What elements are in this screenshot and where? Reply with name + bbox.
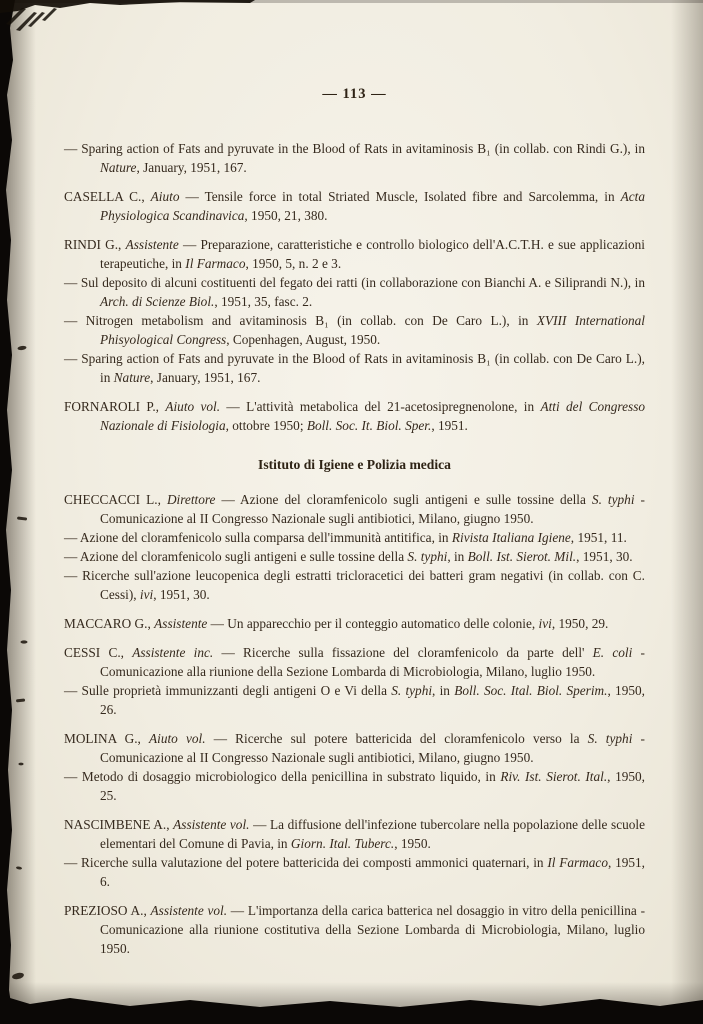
- italic-text: S. typhi: [391, 683, 433, 699]
- italic-text: Rivista Italiana Igiene: [451, 530, 571, 546]
- left-binding-edge: [0, 0, 15, 1024]
- entries: [64, 139, 645, 958]
- entry: [64, 767, 645, 805]
- left-edge-shadow: [0, 0, 36, 1024]
- entry: [64, 311, 645, 349]
- entry: [64, 273, 645, 311]
- text: RINDI G.,: [64, 236, 126, 252]
- entry-group: [64, 397, 645, 435]
- italic-text: Boll. Ist. Sierot. Mil.: [467, 549, 577, 565]
- italic-text: Boll. Soc. It. Biol. Sper.: [306, 417, 432, 433]
- text: — Ricerche sulla valutazione del potere battericida dei composti ammonici quaternari, in: [64, 855, 548, 871]
- text: — Ricerche sul potere battericida del cloramfenicolo verso la: [205, 731, 588, 747]
- italic-text: Nature: [113, 369, 151, 385]
- text: — Nitrogen metabolism and avitaminosis B₁ (in collab. con De Caro L.), in: [64, 312, 537, 328]
- entry-group: [64, 815, 645, 891]
- italic-text: S. typhi: [407, 549, 448, 565]
- entry: [64, 729, 645, 767]
- text: - Comunicazione alla riunione della Sezione Lombarda di Microbiologia, Milano, luglio 1950.: [100, 645, 645, 680]
- italic-text: Aiuto vol.: [165, 398, 221, 414]
- text: — Tensile force in total Striated Muscle, Isolated fibre and Sarcolemma, in: [179, 188, 621, 204]
- italic-text: Assistente: [125, 236, 179, 252]
- text: — Azione del cloramfenicolo sugli antigeni e sulle tossine della: [64, 549, 408, 565]
- italic-text: Atti del Congresso Nazionale di Fisiologia: [100, 398, 646, 433]
- text: , 1950.: [394, 836, 431, 852]
- text: CHECCACCI L.,: [64, 492, 167, 508]
- text: — La diffusione dell'infezione tubercolare nella popolazione delle scuole elementari del Comune di Pavia, in: [100, 817, 645, 852]
- text: NASCIMBENE A.,: [64, 817, 174, 833]
- entry: [64, 528, 645, 547]
- italic-text: ivi: [139, 587, 154, 603]
- entry: [64, 901, 645, 958]
- text: , 1950, 5, n. 2 e 3.: [245, 255, 342, 271]
- entry: [64, 397, 645, 435]
- bottom-edge-shadow: [0, 982, 703, 1024]
- top-left-hatch-marks: [6, 8, 57, 31]
- italic-text: Aiuto vol.: [149, 731, 206, 747]
- entry-group: [64, 643, 645, 719]
- text: — L'importanza della carica batterica nel dosaggio in vitro della penicillina - Comunicazione alla riunione costitutiva della Sezione Lombarda di Microbiologia, Milano, luglio 1950.: [100, 903, 646, 957]
- italic-text: Nature: [100, 159, 137, 175]
- italic-text: Assistente: [154, 616, 208, 632]
- text: , 1950, 29.: [551, 616, 609, 632]
- italic-text: Aiuto: [150, 188, 180, 204]
- italic-text: Assistente vol.: [150, 903, 228, 919]
- text: , 1951.: [431, 417, 468, 433]
- text: — Sparing action of Fats and pyruvate in the Blood of Rats in avitaminosis B₁ (in collab. con De Caro L.), in: [64, 350, 645, 385]
- italic-text: XVIII International Phisyological Congress: [100, 312, 645, 347]
- text: MACCARO G.,: [64, 616, 155, 632]
- entry-group: [64, 235, 645, 387]
- entry: [64, 235, 645, 273]
- italic-text: S. typhi: [587, 731, 633, 747]
- entry: [64, 681, 645, 719]
- text: MOLINA G.,: [64, 731, 150, 747]
- italic-text: Il Farmaco: [185, 255, 246, 271]
- text: - Comunicazione al II Congresso Nazionale sugli antibiotici, Milano, giugno 1950.: [100, 731, 645, 766]
- entry: [64, 349, 645, 387]
- italic-text: Assistente inc.: [132, 645, 214, 661]
- text: , 1951, 35, fasc. 2.: [214, 293, 313, 309]
- text: CESSI C.,: [64, 645, 133, 661]
- text: , in: [447, 549, 468, 565]
- italic-text: Riv. Ist. Sierot. Ital.: [500, 769, 608, 785]
- entry-group: [64, 490, 645, 604]
- entry: [64, 490, 645, 528]
- text: — L'attività metabolica del 21-acetosipregnenolone, in: [220, 398, 541, 414]
- entry-group: [64, 614, 645, 633]
- italic-text: Assistente vol.: [173, 817, 250, 833]
- italic-text: Direttore: [166, 492, 216, 508]
- text: PREZIOSO A.,: [64, 903, 151, 919]
- entry: [64, 614, 645, 633]
- bottom-torn-edge: [0, 995, 703, 1024]
- text: - Comunicazione al II Congresso Nazionale sugli antibiotici, Milano, giugno 1950.: [100, 492, 645, 527]
- entry: [64, 853, 645, 891]
- text: , 1950, 26.: [100, 683, 645, 718]
- text: — Sparing action of Fats and pyruvate in the Blood of Rats in avitaminosis B₁ (in collab. con Rindi G.), in: [64, 140, 645, 156]
- text: — Ricerche sulla fissazione del cloramfenicolo da parte dell': [213, 645, 593, 661]
- text: — Un apparecchio per il conteggio automatico delle colonie,: [207, 616, 539, 632]
- text: , 1951, 6.: [100, 855, 645, 890]
- entry: [64, 187, 645, 225]
- page-number: — 113 —: [322, 86, 387, 102]
- italic-text: Acta Physiologica Scandinavica: [100, 188, 645, 223]
- text: , in: [432, 683, 455, 699]
- entry-group: [64, 729, 645, 805]
- text: , January, 1951, 167.: [150, 369, 261, 385]
- text: , 1951, 30.: [153, 587, 210, 603]
- text: — Azione del cloramfenicolo sulla comparsa dell'immunità antitifica, in: [64, 530, 452, 546]
- text: , 1950, 25.: [100, 769, 645, 804]
- italic-text: Arch. di Scienze Biol.: [100, 293, 215, 309]
- text: — Ricerche sull'azione leucopenica degli estratti tricloracetici dei batteri gram negativi (in collab. con C. Cessi),: [64, 568, 645, 603]
- text: , January, 1951, 167.: [136, 159, 247, 175]
- entry-group: [64, 187, 645, 225]
- entry: [64, 643, 645, 681]
- text: CASELLA C.,: [64, 188, 151, 204]
- text: — Preparazione, caratteristiche e controllo biologico dell'A.C.T.H. e sue applicazioni terapeutiche, in: [100, 236, 645, 271]
- italic-text: Boll. Soc. Ital. Biol. Sperim.: [454, 683, 608, 699]
- margin-speckles: [12, 345, 28, 980]
- text: , ottobre 1950;: [225, 417, 307, 433]
- entry-group: [64, 901, 645, 958]
- italic-text: Il Farmaco: [547, 855, 608, 871]
- page-content: [64, 0, 645, 968]
- text: — Sul deposito di alcuni costituenti del fegato dei ratti (in collaborazione con Bianchi A. e Siliprandi N.), in: [64, 274, 645, 290]
- italic-text: S. typhi: [591, 492, 635, 508]
- text: FORNAROLI P.,: [64, 398, 166, 414]
- text: — Metodo di dosaggio microbiologico della penicillina in substrato liquido, in: [64, 769, 501, 785]
- italic-text: E. coli: [592, 645, 633, 661]
- text: — Sulle proprietà immunizzanti degli antigeni O e Vi della: [64, 683, 392, 699]
- entry: [64, 547, 645, 566]
- text: , Copenhagen, August, 1950.: [226, 331, 381, 347]
- text: — Azione del cloramfenicolo sugli antigeni e sulle tossine della: [215, 492, 592, 508]
- section-heading: Istituto di Igiene e Polizia medica: [258, 456, 451, 472]
- text: , 1950, 21, 380.: [244, 207, 328, 223]
- italic-text: ivi: [538, 616, 552, 632]
- right-edge-shadow: [671, 0, 703, 1024]
- entry: [64, 566, 645, 604]
- text: , 1951, 30.: [576, 549, 633, 565]
- entry: [64, 815, 645, 853]
- entry-group: [64, 139, 645, 177]
- text: , 1951, 11.: [570, 530, 627, 546]
- italic-text: Giorn. Ital. Tuberc.: [290, 836, 395, 852]
- entry: [64, 139, 645, 177]
